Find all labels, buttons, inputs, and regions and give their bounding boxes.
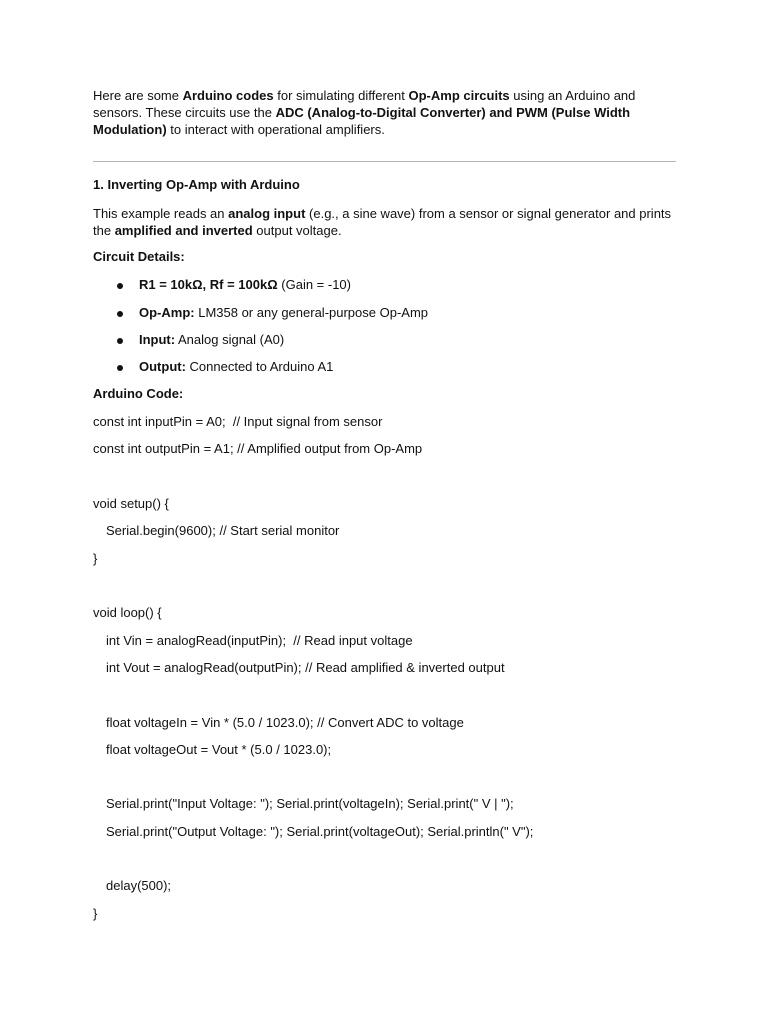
code-line: void loop() { bbox=[93, 605, 162, 620]
arduino-code-heading-text: Arduino Code: bbox=[93, 386, 184, 401]
code-line: Serial.begin(9600); // Start serial monitor bbox=[106, 523, 340, 538]
arduino-code-heading bbox=[93, 386, 183, 401]
code-line: const int inputPin = A0; // Input signal from sensor bbox=[93, 414, 383, 429]
section-heading-text: 1. Inverting Op-Amp with Arduino bbox=[93, 177, 300, 192]
code-line: int Vin = analogRead(inputPin); // Read input voltage bbox=[106, 633, 413, 648]
circuit-item bbox=[139, 277, 351, 292]
circuit-item-label: Op-Amp: bbox=[139, 305, 195, 320]
section-heading bbox=[93, 177, 300, 192]
code-line: } bbox=[93, 906, 98, 921]
bullet-icon bbox=[117, 311, 123, 317]
horizontal-divider bbox=[93, 161, 676, 162]
bullet-icon bbox=[117, 365, 123, 371]
intro-bold-adc-pwm: ADC (Analog-to-Digital Converter) and PWM (Pulse Width Modulation) bbox=[93, 105, 631, 137]
code-line: void setup() { bbox=[93, 496, 169, 511]
circuit-item-text: (Gain = -10) bbox=[277, 277, 351, 292]
desc-bold-analog-input: analog input bbox=[228, 206, 306, 221]
desc-text-1: This example reads an bbox=[93, 206, 229, 221]
desc-text-3: output voltage. bbox=[252, 223, 342, 238]
code-line: const int outputPin = A1; // Amplified output from Op-Amp bbox=[93, 441, 423, 456]
intro-text-4: to interact with operational amplifiers. bbox=[166, 122, 385, 137]
code-line: float voltageOut = Vout * (5.0 / 1023.0); bbox=[106, 742, 332, 757]
code-line: int Vout = analogRead(outputPin); // Read amplified & inverted output bbox=[106, 660, 505, 675]
intro-text-3: using an Arduino and sensors. These circuits use the bbox=[93, 88, 636, 120]
circuit-item-label: R1 = 10kΩ, Rf = 100kΩ bbox=[139, 277, 278, 292]
bullet-icon bbox=[117, 283, 123, 289]
intro-paragraph bbox=[93, 87, 676, 138]
intro-bold-op-amp-circuits: Op-Amp circuits bbox=[408, 88, 510, 103]
desc-bold-amplified-inverted: amplified and inverted bbox=[114, 223, 253, 238]
circuit-item-label: Input: bbox=[139, 332, 176, 347]
desc-text-2: (e.g., a sine wave) from a sensor or signal generator and prints the bbox=[93, 206, 672, 238]
intro-text-1: Here are some bbox=[93, 88, 183, 103]
code-line: Serial.print("Output Voltage: "); Serial.print(voltageOut); Serial.println(" V"); bbox=[106, 824, 534, 839]
code-line: delay(500); bbox=[106, 878, 172, 893]
intro-bold-arduino-codes: Arduino codes bbox=[182, 88, 274, 103]
intro-text-2: for simulating different bbox=[273, 88, 409, 103]
circuit-item-text: LM358 or any general-purpose Op-Amp bbox=[194, 305, 429, 320]
circuit-details-heading bbox=[93, 249, 185, 264]
intro-paragraph-container bbox=[93, 87, 676, 138]
circuit-item-label: Output: bbox=[139, 359, 186, 374]
section-description bbox=[93, 205, 676, 239]
circuit-item bbox=[139, 305, 428, 320]
circuit-item bbox=[139, 359, 333, 374]
circuit-item-text: Connected to Arduino A1 bbox=[185, 359, 334, 374]
code-line: float voltageIn = Vin * (5.0 / 1023.0); // Convert ADC to voltage bbox=[106, 715, 464, 730]
circuit-details-heading-text: Circuit Details: bbox=[93, 249, 185, 264]
code-line: Serial.print("Input Voltage: "); Serial.print(voltageIn); Serial.print(" V | "); bbox=[106, 796, 514, 811]
bullet-icon bbox=[117, 338, 123, 344]
circuit-item-text: Analog signal (A0) bbox=[175, 332, 285, 347]
code-line: } bbox=[93, 551, 98, 566]
circuit-item bbox=[139, 332, 284, 347]
